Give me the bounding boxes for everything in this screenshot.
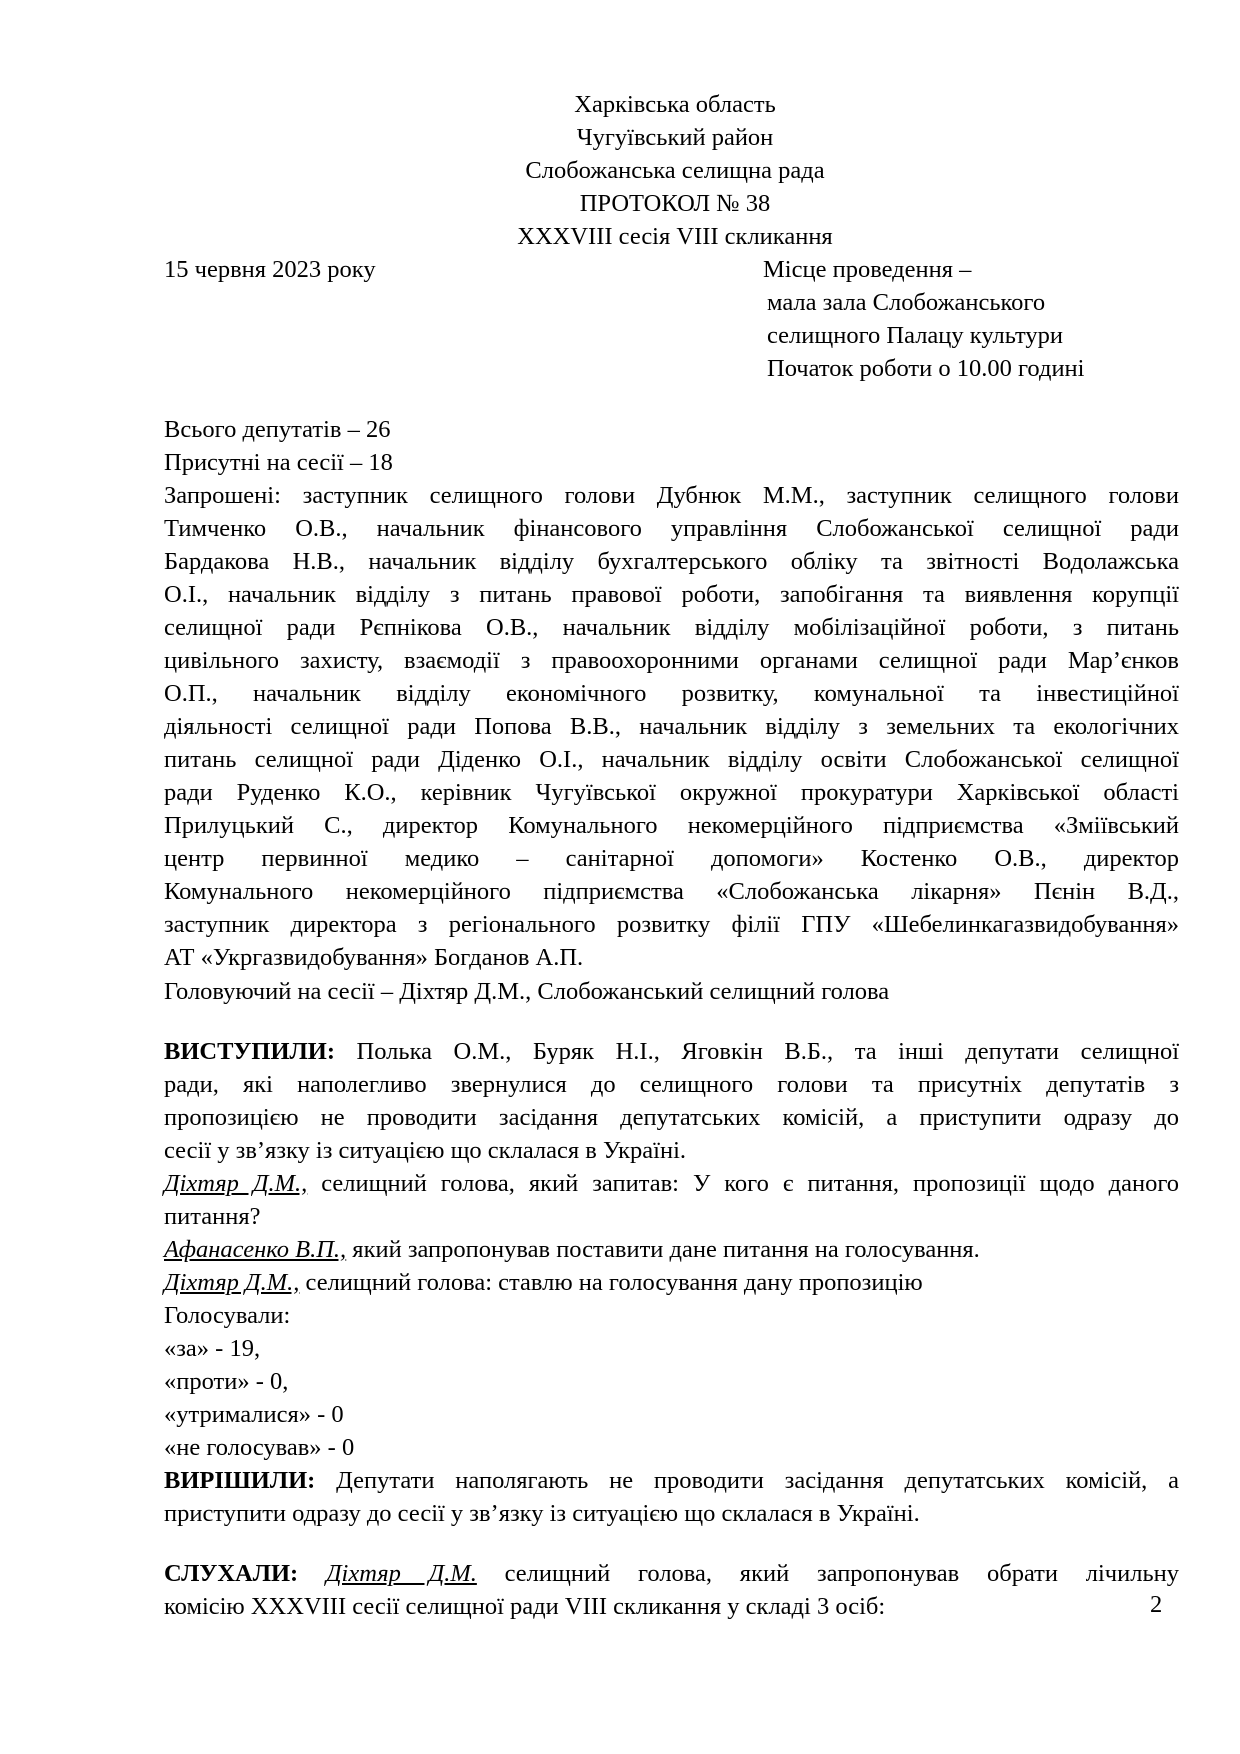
vote-for: «за» - 19, [164, 1335, 261, 1362]
invited-line: Тимченко О.В., начальник фінансового управління Слобожанської селищної ради [164, 515, 1179, 542]
invited-line: центр первинної медико – санітарної допомоги» Костенко О.В., директор [164, 845, 1179, 872]
speeches-label: ВИСТУПИЛИ: [164, 1038, 335, 1065]
invited-line: Комунального некомерційного підприємства «Слобожанська лікарня» Пєнін В.Д., [164, 878, 1179, 905]
invited-line: О.І., начальник відділу з питань правової роботи, запобігання та виявлення корупції [164, 581, 1179, 608]
invited-line: Прилуцький С., директор Комунального некомерційного підприємства «Зміївський [164, 812, 1179, 839]
decision-label: ВИРІШИЛИ: [164, 1467, 316, 1494]
invited-line: селищної ради Рєпнікова О.В., начальник відділу мобілізаційної роботи, з питань [164, 614, 1179, 641]
session-title: XXXVIII сесія VIII скликання [517, 223, 833, 250]
speaker-name: Діхтяр Д.М., [164, 1269, 300, 1296]
speeches-line: ради, які наполегливо звернулися до селищного голови та присутніх депутатів з [164, 1071, 1179, 1098]
speeches-line [164, 1035, 1179, 1068]
heard-label: СЛУХАЛИ: [164, 1560, 299, 1587]
protocol-title: ПРОТОКОЛ № 38 [579, 190, 771, 217]
speeches-line: пропозицією не проводити засідання депутатських комісій, а приступити одразу до [164, 1104, 1179, 1131]
heard-line [164, 1557, 1179, 1590]
speaker-text: який запропонував поставити дане питання на голосування. [346, 1236, 980, 1263]
heard-line: комісію XXXVIII сесії селищної ради VIII скликання у складі 3 осіб: [164, 1593, 886, 1620]
vote-abstained: «утрималися» - 0 [164, 1401, 344, 1428]
speaker-name: Діхтяр Д.М., [164, 1170, 308, 1197]
heard-text: селищний голова, який запропонував обрати лічильну [476, 1560, 1179, 1587]
page-number: 2 [1150, 1591, 1163, 1618]
header-district: Чугуївський район [576, 124, 774, 151]
heard-section [164, 1557, 1179, 1623]
speaker-line [164, 1167, 1179, 1200]
speaker-text: селищний голова: ставлю на голосування дану пропозицію [299, 1269, 923, 1296]
meeting-date: 15 червня 2023 року [164, 256, 376, 283]
heard-speaker-name: Діхтяр Д.М. [325, 1560, 477, 1587]
speaker-name: Афанасенко В.П., [164, 1236, 347, 1263]
header-region: Харківська область [574, 91, 776, 118]
speaker-line: питання? [164, 1203, 261, 1230]
invited-line-last: АТ «Укргазвидобування» Богданов А.П. [164, 944, 584, 971]
venue-line-1: мала зала Слобожанського [767, 289, 1046, 316]
invited-line: ради Руденко К.О., керівник Чугуївської окружної прокуратури Харківської області [164, 779, 1179, 806]
decision-text: Депутати наполягають не проводити засідання депутатських комісій, а [315, 1467, 1179, 1494]
session-chair: Головуючий на сесії – Діхтяр Д.М., Слобожанський селищний голова [164, 978, 890, 1005]
vote-not-voted: «не голосував» - 0 [164, 1434, 355, 1461]
start-time: Початок роботи о 10.00 годині [767, 355, 1085, 382]
invited-line: питань селищної ради Діденко О.І., начальник відділу освіти Слобожанської селищної [164, 746, 1179, 773]
invited-line: Запрошені: заступник селищного голови Дубнюк М.М., заступник селищного голови [164, 482, 1179, 509]
invited-line: О.П., начальник відділу економічного розвитку, комунальної та інвестиційної [164, 680, 1179, 707]
invited-line: діяльності селищної ради Попова В.В., начальник відділу з земельних та екологічних [164, 713, 1179, 740]
speaker-text: селищний голова, який запитав: У кого є питання, пропозиції щодо даного [307, 1170, 1180, 1197]
invited-line: заступник директора з регіонального розвитку філії ГПУ «Шебелинкагазвидобування» [164, 911, 1179, 938]
venue-line-2: селищного Палацу культури [767, 322, 1063, 349]
invited-paragraph [164, 479, 1179, 974]
invited-line: Бардакова Н.В., начальник відділу бухгалтерського обліку та звітності Водолажська [164, 548, 1179, 575]
speaker-line [164, 1233, 1179, 1266]
header-council: Слобожанська селищна рада [525, 157, 825, 184]
vote-against: «проти» - 0, [164, 1368, 289, 1395]
vote-label: Голосували: [164, 1302, 291, 1329]
decision-line: приступити одразу до сесії у зв’язку із ситуацією що склалася в Україні. [164, 1500, 920, 1527]
decision-line [164, 1464, 1179, 1497]
total-deputies: Всього депутатів – 26 [164, 416, 391, 443]
speeches-line: сесії у зв’язку із ситуацією що склалася в Україні. [164, 1137, 687, 1164]
venue-label: Місце проведення – [763, 256, 972, 283]
present-deputies: Присутні на сесії – 18 [164, 449, 393, 476]
invited-line: цивільного захисту, взаємодії з правоохоронними органами селищної ради Мар’єнков [164, 647, 1179, 674]
speeches-section [164, 1035, 1179, 1530]
speaker-line [164, 1266, 1179, 1299]
speeches-text: Полька О.М., Буряк Н.І., Яговкін В.Б., та інші депутати селищної [335, 1038, 1179, 1065]
